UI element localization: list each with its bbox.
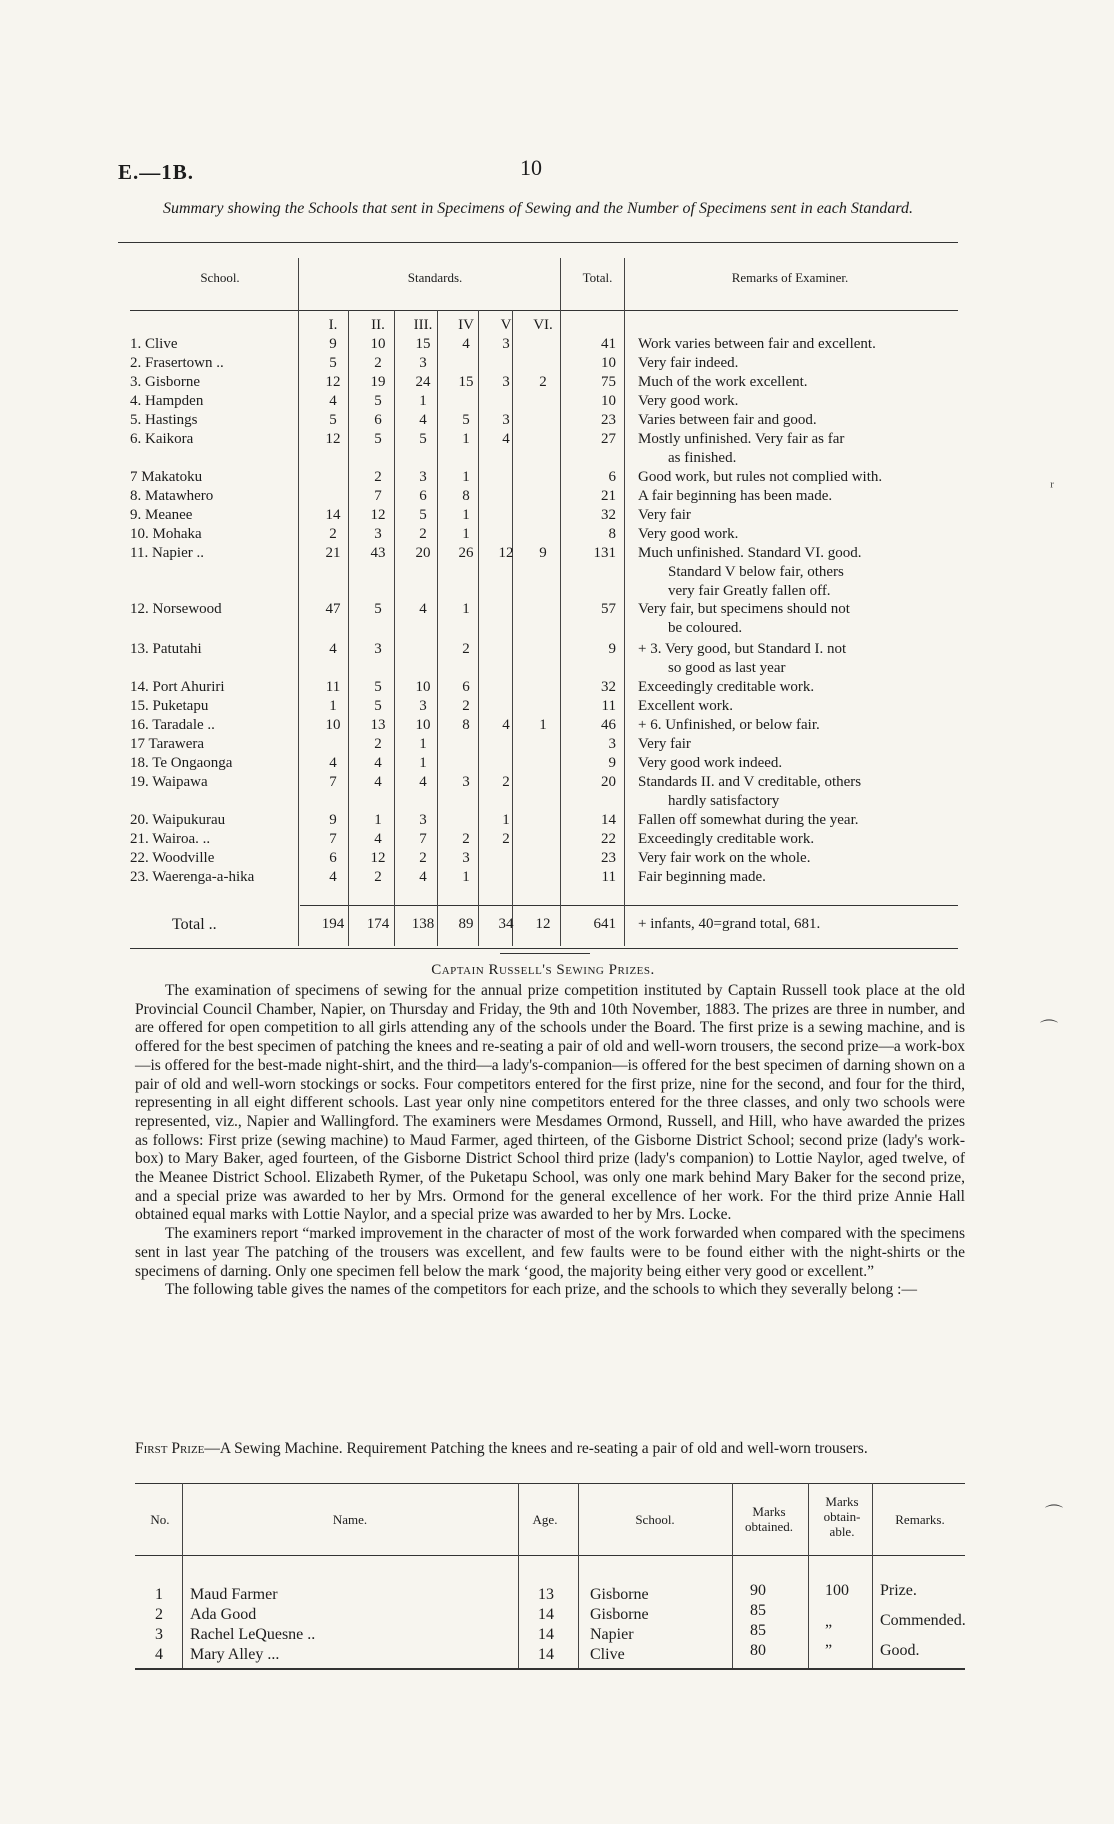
- school-name: 13. Patutahi: [130, 641, 202, 657]
- examiner-remark: Much unfinished. Standard VI. good.: [638, 545, 862, 561]
- standard-count: 1: [462, 507, 470, 523]
- standard-count: 11: [325, 679, 341, 695]
- standard-count: 3: [502, 336, 510, 352]
- standard-count: 15: [415, 336, 431, 352]
- summary-title: Summary showing the Schools that sent in Specimens of Sewing and the Number of Specimens sent in each Standard.: [163, 200, 913, 217]
- standard-count: 3: [419, 698, 427, 714]
- school-total: 11: [601, 869, 616, 885]
- school-total: 32: [601, 679, 616, 695]
- standard-count: 12: [498, 545, 514, 561]
- total-remark: + infants, 40=grand total, 681.: [638, 916, 821, 932]
- examiner-remark: Exceedingly creditable work.: [638, 679, 815, 695]
- competitor-name: Mary Alley ...: [190, 1646, 280, 1663]
- competitor-name: Rachel LeQuesne ..: [190, 1626, 316, 1643]
- standard-count: 2: [539, 374, 547, 390]
- standard-count: 3: [374, 526, 382, 542]
- standard-count: 8: [462, 717, 470, 733]
- school-total: 57: [601, 601, 616, 617]
- standard-count: 4: [329, 641, 337, 657]
- competitor-remark: Commended.: [880, 1612, 966, 1629]
- standard-count: 13: [370, 717, 386, 733]
- standard-count: 21: [325, 545, 341, 561]
- standard-count: 4: [462, 336, 470, 352]
- col-header-name: Name.: [332, 1512, 368, 1527]
- school-total: 10: [601, 355, 616, 371]
- standard-count: 1: [539, 717, 547, 733]
- standard-col-header: VI.: [533, 317, 553, 333]
- examiner-remark: Varies between fair and good.: [638, 412, 817, 428]
- standard-count: 12: [325, 374, 341, 390]
- standard-count: 3: [462, 850, 470, 866]
- standard-count: 4: [419, 774, 427, 790]
- school-total: 75: [601, 374, 616, 390]
- marks-obtained: 85: [750, 1602, 766, 1619]
- competitor-no: 4: [155, 1646, 163, 1663]
- standard-count: 20: [415, 545, 431, 561]
- column-rule: [808, 1483, 809, 1668]
- standard-count: 6: [374, 412, 382, 428]
- col-header-remarks: Remarks of Examiner.: [731, 270, 849, 285]
- standard-count: 12: [370, 850, 386, 866]
- school-name: 19. Waipawa: [130, 774, 208, 790]
- standard-count: 2: [462, 831, 470, 847]
- standard-count: 4: [502, 431, 510, 447]
- school-total: 9: [608, 755, 616, 771]
- competitor-school: Gisborne: [590, 1586, 649, 1603]
- school-name: 1. Clive: [130, 336, 178, 352]
- standard-total: 194: [321, 916, 345, 932]
- school-name: 11. Napier ..: [130, 545, 205, 561]
- standard-count: 4: [374, 831, 382, 847]
- standard-count: 2: [329, 526, 337, 542]
- column-rule: [512, 310, 513, 946]
- standard-count: 1: [462, 469, 470, 485]
- margin-mark: ᵣ: [1050, 470, 1055, 490]
- standard-count: 5: [374, 431, 382, 447]
- competitor-remark: Good.: [880, 1642, 920, 1659]
- column-rule: [732, 1483, 733, 1668]
- examiner-remark: Very fair: [638, 507, 691, 523]
- school-name: 6. Kaikora: [130, 431, 194, 447]
- paragraph-1: The examination of specimens of sewing for the annual prize competition instituted by Captain Russell took place at the old Provincial Council Chamber, Napier, on Thursday and Friday, the 9th and 10th November, 1883. The prizes are three in number, and are offered for open competition to all girls attending any of the schools under the Board. The first prize is a sewing machine, and is offered for the best specimen of patching the knees and re-seating a pair of old and well-worn trousers, the second prize—a work-box—is offered for the best-made night-shirt, and the third—a lady's-companion—is offered for the best specimen of darning shown on a pair of old and well-worn stockings or socks. Four competitors entered for the first prize, nine for the second, and four for the third, representing in all eight different schools. Last year only nine competitors entered for the three classes, and only two schools were represented, viz., Napier and Wallingford. The examiners were Mesdames Ormond, Russell, and Hill, who have awarded the prizes as follows: First prize (sewing machine) to Maud Farmer, aged thirteen, of the Gisborne District School; second prize (lady's work-box) to Mary Baker, aged fourteen, of the Gisborne District School third prize (lady's companion) to Lottie Naylor, aged twelve, of the Meanee District School. Elizabeth Rymer, of the Puketapu School, was only one mark behind Mary Baker for the second prize, and a special prize was awarded to her by Mrs. Ormond for the general excellence of her work. For the third prize Annie Hall obtained equal marks with Lottie Naylor, and a special prize was awarded to her by Mrs. Locke.: [135, 982, 965, 1224]
- school-total: 131: [593, 545, 616, 561]
- examiner-remark: Excellent work.: [638, 698, 733, 714]
- standard-count: 1: [374, 812, 382, 828]
- examiner-remark: Exceedingly creditable work.: [638, 831, 815, 847]
- standard-total: 174: [366, 916, 390, 932]
- examiner-remark: hardly satisfactory: [668, 793, 780, 809]
- standard-count: 2: [419, 850, 427, 866]
- school-name: 8. Matawhero: [130, 488, 214, 504]
- column-rule: [578, 1483, 579, 1668]
- first-prize-text: —A Sewing Machine. Requirement Patching the knees and re-seating a pair of old and well-worn trousers.: [204, 1440, 868, 1457]
- school-total: 27: [601, 431, 616, 447]
- standard-col-header: III.: [413, 317, 433, 333]
- standard-count: 2: [419, 526, 427, 542]
- standard-count: 5: [329, 355, 337, 371]
- examiner-remark: as finished.: [668, 450, 737, 466]
- section-divider: [500, 953, 590, 954]
- competitor-age: 13: [538, 1586, 554, 1603]
- paragraph-3: The following table gives the names of the competitors for each prize, and the schools to which they severally belong :—: [165, 1281, 917, 1299]
- school-total: 6: [608, 469, 616, 485]
- examiner-remark: Standards II. and V creditable, others: [638, 774, 862, 790]
- examiner-remark: Mostly unfinished. Very fair as far: [638, 431, 845, 447]
- school-total: 8: [608, 526, 616, 542]
- examiner-remark: Fallen off somewhat during the year.: [638, 812, 859, 828]
- standard-count: 12: [325, 431, 341, 447]
- standard-count: 19: [370, 374, 386, 390]
- competitor-age: 14: [538, 1606, 554, 1623]
- school-name: 12. Norsewood: [130, 601, 222, 617]
- table-header-rule: [130, 310, 958, 311]
- standard-count: 1: [462, 431, 470, 447]
- standard-count: 14: [325, 507, 341, 523]
- standard-count: 6: [329, 850, 337, 866]
- standard-total: 12: [535, 916, 551, 932]
- examiner-remark: Very fair, but specimens should not: [638, 601, 850, 617]
- school-name: 5. Hastings: [130, 412, 198, 428]
- prize-table-top-rule: [135, 1483, 965, 1484]
- standard-count: 4: [419, 869, 427, 885]
- prize-table-header-rule: [135, 1555, 965, 1556]
- column-rule: [624, 258, 625, 946]
- standard-count: 4: [419, 601, 427, 617]
- standard-count: 2: [502, 774, 510, 790]
- standard-count: 3: [419, 355, 427, 371]
- school-total: 21: [601, 488, 616, 504]
- standard-count: 1: [462, 869, 470, 885]
- standard-col-header: V: [500, 317, 512, 333]
- competitor-school: Clive: [590, 1646, 625, 1663]
- standard-count: 5: [419, 431, 427, 447]
- standard-count: 15: [458, 374, 474, 390]
- prose-body: [135, 982, 965, 1300]
- school-total: 23: [601, 850, 616, 866]
- section-title: Captain Russell's Sewing Prizes.: [431, 962, 655, 978]
- standard-count: 43: [370, 545, 386, 561]
- school-total: 10: [601, 393, 616, 409]
- competitor-no: 3: [155, 1626, 163, 1643]
- col-header-marks-obtainable: Marks obtain-able.: [823, 1494, 861, 1539]
- first-prize-label: First Prize: [135, 1440, 205, 1457]
- competitor-no: 2: [155, 1606, 163, 1623]
- examiner-remark: + 3. Very good, but Standard I. not: [638, 641, 847, 657]
- school-total: 20: [601, 774, 616, 790]
- first-prize-heading: [135, 1440, 965, 1458]
- standard-total: 34: [498, 916, 514, 932]
- school-name: 18. Te Ongaonga: [130, 755, 233, 771]
- col-header-total: Total.: [582, 270, 613, 285]
- standard-count: 9: [329, 336, 337, 352]
- examiner-remark: Very good work.: [638, 526, 739, 542]
- standard-count: 3: [462, 774, 470, 790]
- standard-count: 5: [374, 601, 382, 617]
- standard-count: 5: [329, 412, 337, 428]
- standard-count: 2: [462, 641, 470, 657]
- school-name: 14. Port Ahuriri: [130, 679, 225, 695]
- standard-count: 9: [329, 812, 337, 828]
- prize-table-bottom-rule: [135, 1668, 965, 1670]
- competitor-age: 14: [538, 1646, 554, 1663]
- competitor-name: Ada Good: [190, 1606, 257, 1623]
- school-total: 46: [601, 717, 616, 733]
- examiner-remark: Very good work indeed.: [638, 755, 783, 771]
- school-name: 3. Gisborne: [130, 374, 200, 390]
- standard-count: 6: [419, 488, 427, 504]
- standard-count: 3: [502, 374, 510, 390]
- marks-obtained: 90: [750, 1582, 766, 1599]
- standard-count: 2: [374, 869, 382, 885]
- standard-col-header: I.: [328, 317, 338, 333]
- examiner-remark: so good as last year: [668, 660, 786, 676]
- competitor-school: Gisborne: [590, 1606, 649, 1623]
- col-header-standards: Standards.: [407, 270, 463, 285]
- standard-count: 4: [329, 755, 337, 771]
- school-total: 14: [601, 812, 616, 828]
- standard-count: 8: [462, 488, 470, 504]
- school-total: 23: [601, 412, 616, 428]
- school-total: 32: [601, 507, 616, 523]
- standard-count: 7: [329, 774, 337, 790]
- examiner-remark: Very good work.: [638, 393, 739, 409]
- examiner-remark: Much of the work excellent.: [638, 374, 808, 390]
- standard-count: 2: [374, 469, 382, 485]
- standard-count: 2: [374, 355, 382, 371]
- standard-count: 10: [415, 717, 431, 733]
- standard-count: 5: [419, 507, 427, 523]
- marks-obtained: 80: [750, 1642, 766, 1659]
- marks-obtainable: ”: [825, 1642, 833, 1659]
- school-total: 11: [601, 698, 616, 714]
- standard-count: 1: [462, 526, 470, 542]
- margin-mark: ⌒: [1045, 1504, 1063, 1524]
- examiner-remark: A fair beginning has been made.: [638, 488, 833, 504]
- school-name: 7 Makatoku: [130, 469, 203, 485]
- standard-col-header: II.: [371, 317, 385, 333]
- marks-obtainable: ”: [825, 1622, 833, 1639]
- standard-count: 4: [502, 717, 510, 733]
- standard-count: 10: [370, 336, 386, 352]
- school-name: 10. Mohaka: [130, 526, 202, 542]
- school-name: 23. Waerenga-a-hika: [130, 869, 255, 885]
- standard-count: 9: [539, 545, 547, 561]
- standard-count: 5: [374, 698, 382, 714]
- standard-col-header: IV: [458, 317, 474, 333]
- school-name: 20. Waipukurau: [130, 812, 226, 828]
- school-total: 9: [608, 641, 616, 657]
- school-name: 17 Tarawera: [130, 736, 205, 752]
- standard-count: 6: [462, 679, 470, 695]
- standard-count: 1: [419, 736, 427, 752]
- standard-count: 7: [419, 831, 427, 847]
- marks-obtained: 85: [750, 1622, 766, 1639]
- table-bottom-rule: [130, 948, 958, 949]
- table-top-rule: [118, 242, 958, 243]
- competitor-no: 1: [155, 1586, 163, 1603]
- examiner-remark: Very fair work on the whole.: [638, 850, 811, 866]
- standard-count: 10: [325, 717, 341, 733]
- examiner-remark: Very fair: [638, 736, 691, 752]
- competitor-name: Maud Farmer: [190, 1586, 278, 1603]
- school-name: 2. Frasertown ..: [130, 355, 224, 371]
- document-reference: E.—1B.: [118, 160, 195, 184]
- standard-count: 1: [329, 698, 337, 714]
- school-name: 9. Meanee: [130, 507, 193, 523]
- examiner-remark: Fair beginning made.: [638, 869, 766, 885]
- grand-total: 641: [593, 916, 616, 932]
- school-total: 3: [608, 736, 616, 752]
- standard-count: 1: [419, 755, 427, 771]
- examiner-remark: Standard V below fair, others: [668, 564, 844, 580]
- examiner-remark: Good work, but rules not complied with.: [638, 469, 883, 485]
- standard-count: 1: [502, 812, 510, 828]
- standard-count: 24: [415, 374, 431, 390]
- standard-total: 138: [411, 916, 435, 932]
- marks-obtainable: 100: [825, 1582, 849, 1599]
- standard-count: 3: [419, 812, 427, 828]
- standard-count: 5: [374, 679, 382, 695]
- column-rule: [298, 258, 299, 946]
- standard-count: 7: [329, 831, 337, 847]
- standard-count: 1: [462, 601, 470, 617]
- margin-mark: ⌒: [1040, 1019, 1058, 1039]
- school-total: 41: [601, 336, 616, 352]
- column-rule: [518, 1483, 519, 1668]
- examiner-remark: Very fair indeed.: [638, 355, 739, 371]
- standard-count: 12: [370, 507, 386, 523]
- column-rule: [872, 1483, 873, 1668]
- competitor-school: Napier: [590, 1626, 634, 1643]
- total-label: Total ..: [172, 916, 217, 933]
- standard-count: 26: [458, 545, 474, 561]
- examiner-remark: + 6. Unfinished, or below fair.: [638, 717, 820, 733]
- col-header-marks-obtained: Marks obtained.: [744, 1504, 793, 1534]
- column-rule: [560, 258, 561, 946]
- col-header-age: Age.: [532, 1512, 558, 1527]
- standard-count: 4: [374, 774, 382, 790]
- standard-count: 2: [462, 698, 470, 714]
- standard-count: 3: [374, 641, 382, 657]
- standard-count: 47: [325, 601, 341, 617]
- paragraph-2: The examiners report “marked improvement in the character of most of the work forwarded when compared with the specimens sent in last year The patching of the trousers was excellent, and few faults were to be found either with the night-shirts or the specimens of darning. Only one specimen fell below the mark ‘good, the majority being either very good or excellent.”: [135, 1225, 965, 1280]
- standard-count: 2: [502, 831, 510, 847]
- competitor-remark: Prize.: [880, 1582, 917, 1599]
- col-header-school: School.: [200, 270, 240, 285]
- col-header-no: No.: [150, 1512, 170, 1527]
- standard-count: 10: [415, 679, 431, 695]
- column-rule: [182, 1483, 183, 1668]
- standard-count: 4: [419, 412, 427, 428]
- school-name: 22. Woodville: [130, 850, 215, 866]
- standard-total: 89: [458, 916, 474, 932]
- table-total-rule: [300, 905, 958, 906]
- standard-count: 7: [374, 488, 382, 504]
- standard-count: 4: [374, 755, 382, 771]
- school-name: 21. Wairoa. ..: [130, 831, 211, 847]
- standard-count: 2: [374, 736, 382, 752]
- examiner-remark: be coloured.: [668, 620, 743, 636]
- standard-count: 4: [329, 869, 337, 885]
- page-number: 10: [520, 155, 542, 180]
- school-name: 15. Puketapu: [130, 698, 209, 714]
- school-name: 16. Taradale ..: [130, 717, 215, 733]
- standard-count: 5: [462, 412, 470, 428]
- examiner-remark: very fair Greatly fallen off.: [668, 583, 831, 599]
- examiner-remark: Work varies between fair and excellent.: [638, 336, 876, 352]
- school-total: 22: [601, 831, 616, 847]
- standard-count: 3: [502, 412, 510, 428]
- competitor-age: 14: [538, 1626, 554, 1643]
- standard-count: 4: [329, 393, 337, 409]
- standard-count: 1: [419, 393, 427, 409]
- standard-count: 5: [374, 393, 382, 409]
- col-header-school: School.: [635, 1512, 675, 1527]
- col-header-remarks: Remarks.: [895, 1512, 945, 1527]
- school-name: 4. Hampden: [130, 393, 204, 409]
- standard-count: 3: [419, 469, 427, 485]
